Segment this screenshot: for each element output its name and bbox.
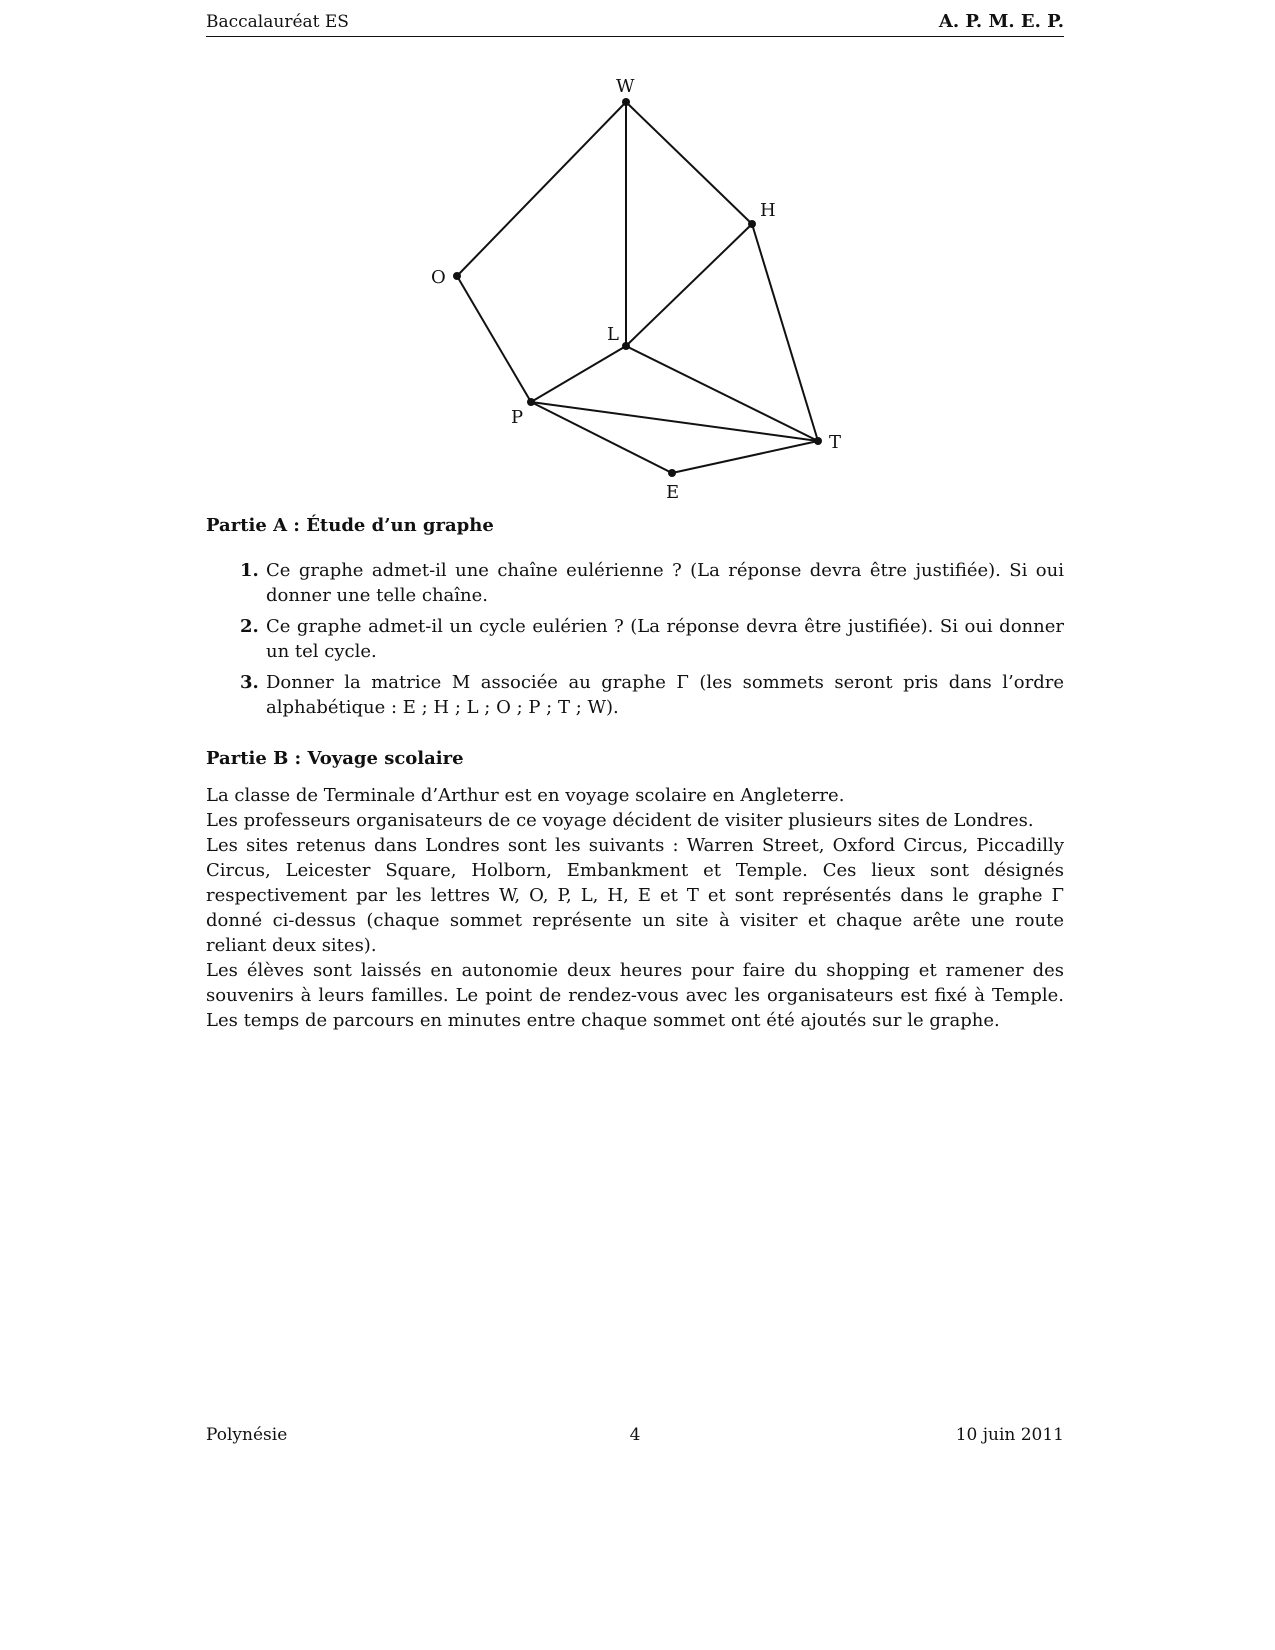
part-b-title: Partie B : Voyage scolaire <box>206 748 464 769</box>
vertex-w <box>622 98 630 106</box>
vertex-label-p: P <box>511 407 524 428</box>
edge-w-o <box>457 102 626 276</box>
paragraph: Les professeurs organisateurs de ce voyage décident de visiter plusieurs sites de Londres. <box>206 810 1034 831</box>
paragraph: La classe de Terminale d’Arthur est en voyage scolaire en Angleterre. <box>206 785 845 806</box>
header-publisher: A. P. M. E. P. <box>938 11 1064 32</box>
vertex-t <box>814 437 822 445</box>
vertex-p <box>527 398 535 406</box>
question-number: 2. <box>240 616 259 637</box>
question-number: 1. <box>240 560 259 581</box>
vertex-label-t: T <box>829 432 842 453</box>
vertex-label-w: W <box>616 76 635 97</box>
graph-vertices <box>453 98 822 477</box>
vertex-h <box>748 220 756 228</box>
edge-e-t <box>672 441 818 473</box>
edge-l-p <box>531 346 626 402</box>
question-text: Ce graphe admet-il une chaîne eulérienne ? (La réponse devra être justifiée). Si oui donner une telle chaîne. <box>266 560 1064 606</box>
vertex-label-o: O <box>431 267 446 288</box>
vertex-label-l: L <box>607 324 619 345</box>
question-number: 3. <box>240 672 259 693</box>
edge-w-h <box>626 102 752 224</box>
vertex-label-e: E <box>666 482 680 503</box>
header-exam-name: Baccalauréat ES <box>206 12 349 32</box>
question-text: Donner la matrice M associée au graphe Γ (les sommets seront pris dans l’ordre alphabétique : E ; H ; L ; O ; P ; T ; W). <box>266 672 1064 718</box>
edge-o-p <box>457 276 531 402</box>
edge-h-l <box>626 224 752 346</box>
part-a-questions <box>206 558 1064 720</box>
edge-p-t <box>531 402 818 441</box>
question-item <box>206 614 1064 664</box>
part-b <box>206 746 1064 1033</box>
footer-date: 10 juin 2011 <box>955 1425 1064 1445</box>
exam-content <box>206 513 1064 1033</box>
footer-location: Polynésie <box>206 1425 288 1445</box>
question-item <box>206 670 1064 720</box>
edge-l-t <box>626 346 818 441</box>
vertex-e <box>668 469 676 477</box>
edge-p-e <box>531 402 672 473</box>
part-a-title: Partie A : Étude d’un graphe <box>206 515 494 536</box>
vertex-label-h: H <box>760 200 776 221</box>
graph-figure <box>0 0 1275 520</box>
edge-h-t <box>752 224 818 441</box>
footer-page-number: 4 <box>629 1425 641 1445</box>
part-b-text <box>206 783 1064 1033</box>
question-text: Ce graphe admet-il un cycle eulérien ? (La réponse devra être justifiée). Si oui donner un tel cycle. <box>266 616 1064 662</box>
vertex-o <box>453 272 461 280</box>
paragraph: Les sites retenus dans Londres sont les suivants : Warren Street, Oxford Circus, Piccadilly Circus, Leicester Square, Holborn, Embankment et Temple. Ces lieux sont désignés respectivement par les lettres W, O, P, L, H, E et T et sont représentés dans le graphe Γ donné ci-dessus (chaque sommet représente un site à visiter et chaque arête une route reliant deux sites). <box>206 835 1064 956</box>
vertex-l <box>622 342 630 350</box>
question-item <box>206 558 1064 608</box>
paragraph: Les élèves sont laissés en autonomie deux heures pour faire du shopping et ramener des souvenirs à leurs familles. Le point de rendez-vous avec les organisateurs est fixé à Temple. Les temps de parcours en minutes entre chaque sommet ont été ajoutés sur le graphe. <box>206 960 1064 1031</box>
